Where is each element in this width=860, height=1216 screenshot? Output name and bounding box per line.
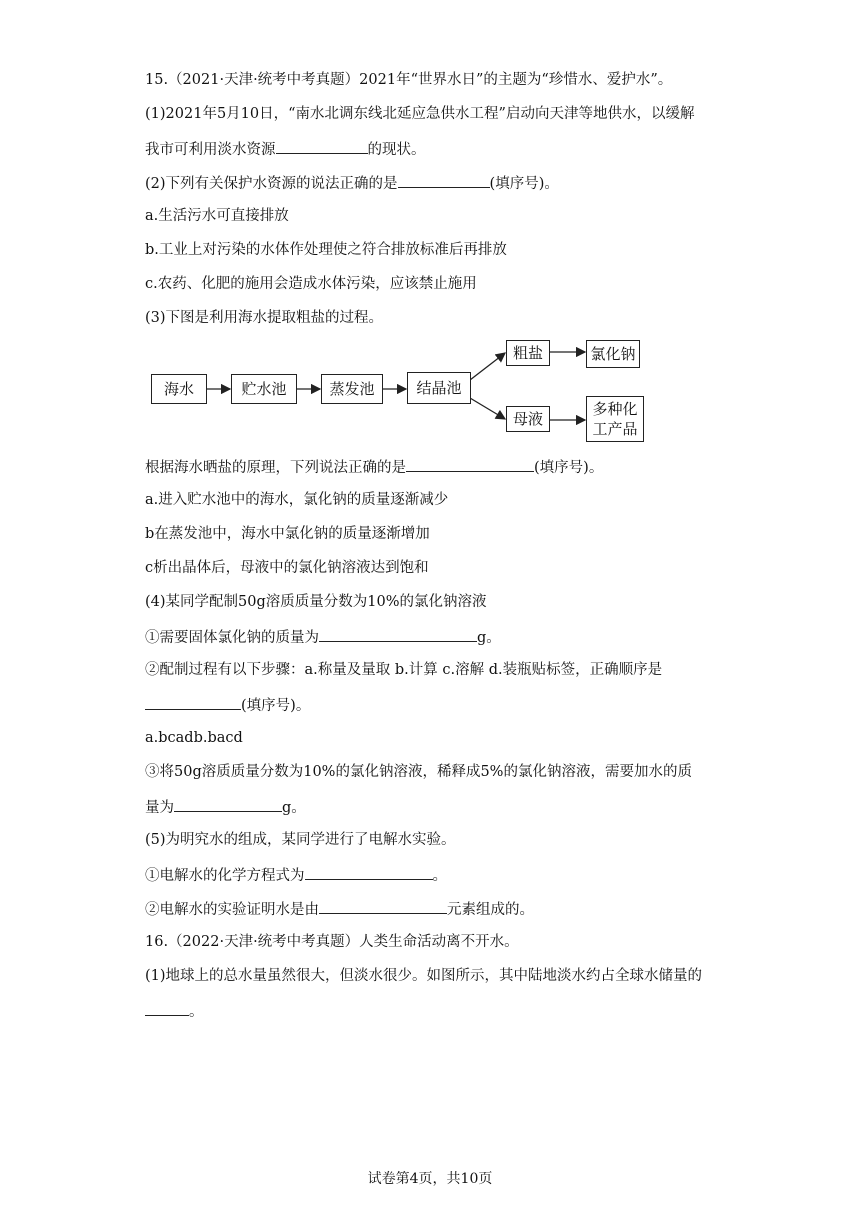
q15-p3-option-b: b在蒸发池中，海水中氯化钠的质量逐渐增加 (145, 526, 430, 542)
q15-p4-3-line2 (145, 796, 306, 818)
q15-p4-2-options: a.bcadb.bacd (145, 730, 243, 746)
q15-p1-line2 (145, 138, 426, 160)
answer-blank (319, 626, 477, 642)
flow-node-chemical-products: 多种化工产品 (586, 396, 644, 442)
answer-blank (276, 138, 368, 154)
q15-p5-2 (145, 898, 534, 920)
q15-p1-tail: 的现状。 (367, 142, 426, 158)
flow-node-crystallization-pond: 结晶池 (407, 372, 471, 404)
q15-p1-text: 我市可利用淡水资源 (145, 142, 276, 158)
q15-p4-3-line1: ③将50g溶质质量分数为10%的氯化钠溶液，稀释成5%的氯化钠溶液，需要加水的质 (145, 764, 692, 780)
q15-p4-2-line2 (145, 694, 310, 716)
q16-title: 16.（2022·天津·统考中考真题）人类生命活动离不开水。 (145, 934, 519, 950)
arrow (470, 353, 505, 380)
flow-node-evaporation-pond: 蒸发池 (321, 374, 383, 404)
q15-p2-text: (2)下列有关保护水资源的说法正确的是 (145, 176, 398, 192)
sea-salt-flow-diagram (145, 340, 665, 450)
flow-node-sodium-chloride: 氯化钠 (586, 340, 640, 368)
q15-p2-option-b: b.工业上对污染的水体作处理使之符合排放标准后再排放 (145, 242, 507, 258)
q15-p4-1-text: ①需要固体氯化钠的质量为 (145, 630, 319, 646)
q15-p2 (145, 172, 559, 194)
q15-p3-option-c: c析出晶体后，母液中的氯化钠溶液达到饱和 (145, 560, 429, 576)
q15-p3-question-tail: (填序号)。 (534, 460, 604, 476)
q15-p3: (3)下图是利用海水提取粗盐的过程。 (145, 310, 384, 326)
q15-p5-2-text: ②电解水的实验证明水是由 (145, 902, 319, 918)
q15-p1-line1: (1)2021年5月10日，“南水北调东线北延应急供水工程”启动向天津等地供水，以缓解 (145, 106, 695, 122)
q15-p5-1-tail: 。 (432, 868, 447, 884)
flow-node-mother-liquor: 母液 (506, 406, 550, 432)
flow-node-seawater: 海水 (151, 374, 207, 404)
q15-p4-3-unit: g。 (282, 800, 306, 816)
q15-title: 15.（2021·天津·统考中考真题）2021年“世界水日”的主题为“珍惜水、爱护水”。 (145, 72, 673, 88)
q16-p1-line1: (1)地球上的总水量虽然很大，但淡水很少。如图所示，其中陆地淡水约占全球水储量的 (145, 968, 703, 984)
q15-p2-option-a: a.生活污水可直接排放 (145, 208, 289, 224)
answer-blank (145, 694, 241, 710)
q15-p2-tail: (填序号)。 (489, 176, 559, 192)
q15-p5-1 (145, 864, 447, 886)
answer-blank (319, 898, 447, 914)
q15-p5-1-text: ①电解水的化学方程式为 (145, 868, 305, 884)
q15-p5: (5)为明究水的组成，某同学进行了电解水实验。 (145, 832, 456, 848)
q15-p4-3-text: 量为 (145, 800, 174, 816)
flow-node-crude-salt: 粗盐 (506, 340, 550, 366)
q15-p2-option-c: c.农药、化肥的施用会造成水体污染，应该禁止施用 (145, 276, 477, 292)
answer-blank (305, 864, 433, 880)
q15-p3-question (145, 456, 603, 478)
q15-p4-1-unit: g。 (477, 630, 501, 646)
answer-blank (406, 456, 534, 472)
page-footer: 试卷第4页，共10页 (367, 1171, 493, 1187)
q16-p1-line2 (145, 1000, 204, 1022)
q15-p4-1 (145, 626, 501, 648)
answer-blank (398, 172, 490, 188)
q16-p1-tail: 。 (189, 1004, 204, 1020)
q15-p5-2-tail: 元素组成的。 (447, 902, 534, 918)
q15-p4: (4)某同学配制50g溶质质量分数为10%的氯化钠溶液 (145, 594, 487, 610)
q15-p4-2-tail: (填序号)。 (241, 698, 311, 714)
answer-blank (174, 796, 282, 812)
q15-p3-option-a: a.进入贮水池中的海水，氯化钠的质量逐渐减少 (145, 492, 449, 508)
q15-p3-question-text: 根据海水晒盐的原理，下列说法正确的是 (145, 460, 406, 476)
flow-node-reservoir: 贮水池 (231, 374, 297, 404)
q15-p4-2-line1: ②配制过程有以下步骤：a.称量及量取 b.计算 c.溶解 d.装瓶贴标签，正确顺序是 (145, 662, 663, 678)
arrow (470, 398, 505, 419)
answer-blank (145, 1000, 189, 1016)
